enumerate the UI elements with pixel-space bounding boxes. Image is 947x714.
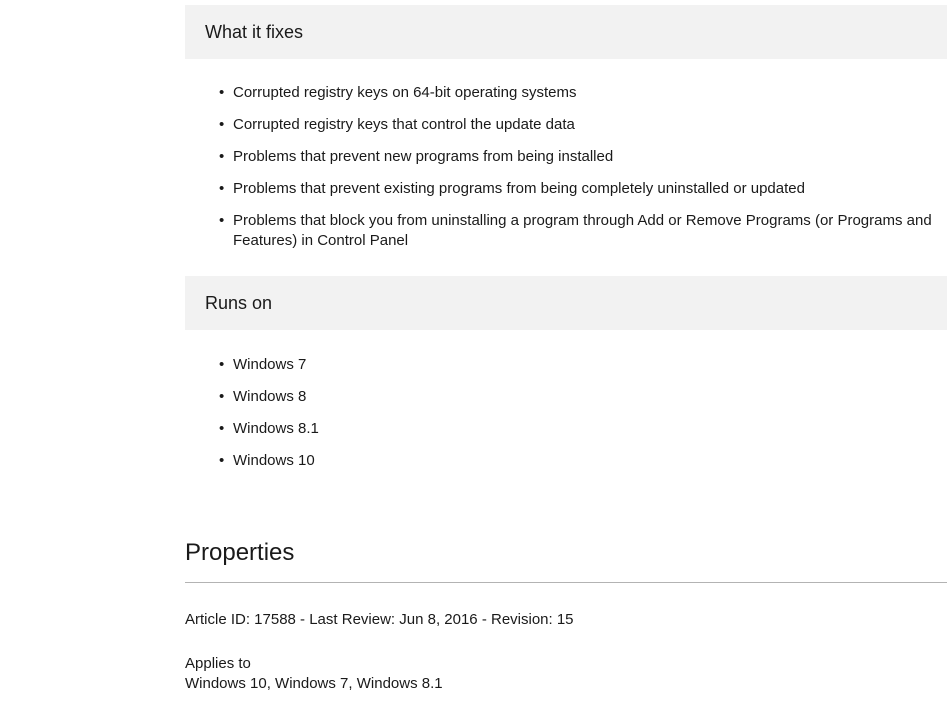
list-item: • Windows 7 [219, 355, 947, 375]
list-item: • Problems that prevent existing programs from being completely uninstalled or updated [219, 179, 947, 199]
list-item: • Corrupted registry keys that control the update data [219, 115, 947, 135]
list-item: • Problems that prevent new programs from being installed [219, 147, 947, 167]
applies-to-label: Applies to [185, 655, 251, 672]
list-item: • Corrupted registry keys on 64-bit operating systems [219, 83, 947, 103]
fixes-list [185, 83, 947, 251]
section-heading: What it fixes [205, 21, 304, 42]
list-item: • Windows 8.1 [219, 419, 947, 439]
section-header-what-it-fixes[interactable] [185, 5, 947, 59]
section-heading: Runs on [205, 292, 273, 313]
article-meta: Article ID: 17588 - Last Review: Jun 8, 2016 - Revision: 15 [185, 611, 574, 628]
list-item: • Windows 8 [219, 387, 947, 407]
article-content [185, 0, 947, 694]
applies-to-value: Windows 10, Windows 7, Windows 8.1 [185, 675, 443, 692]
list-item: • Problems that block you from uninstalling a program through Add or Remove Programs (or Programs and Features) in Control Panel [219, 211, 947, 251]
list-item: • Windows 10 [219, 451, 947, 471]
runs-on-list [185, 355, 947, 471]
properties-title: Properties [185, 538, 947, 583]
section-header-runs-on[interactable] [185, 276, 947, 330]
